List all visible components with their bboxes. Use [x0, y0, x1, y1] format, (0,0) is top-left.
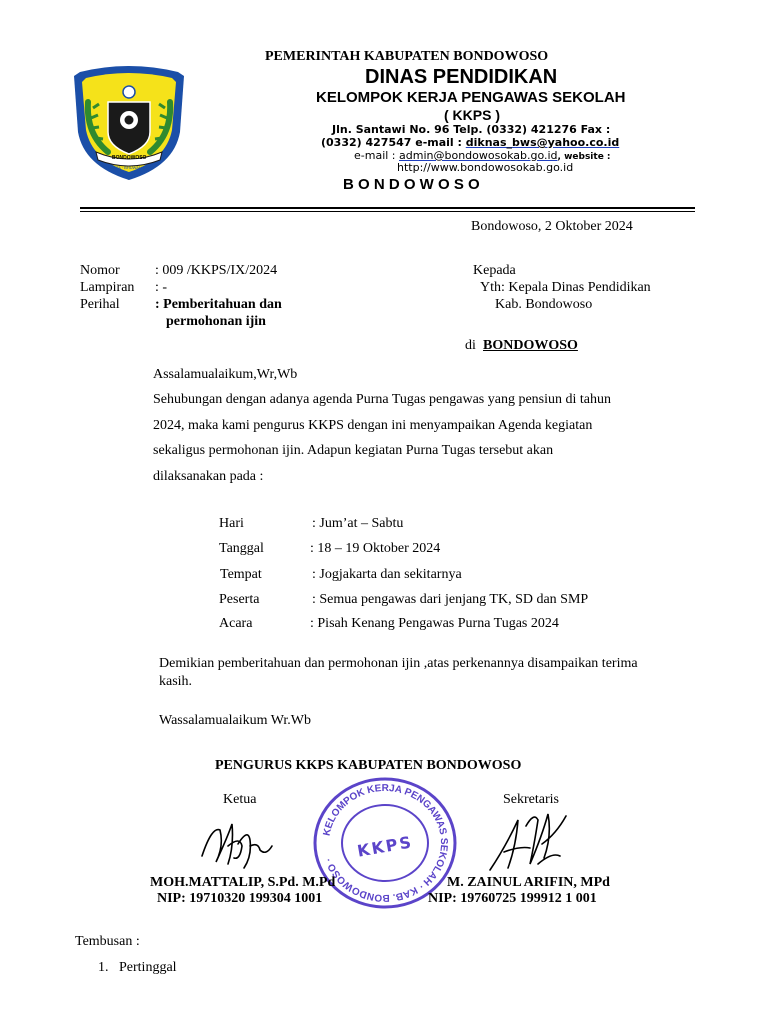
- cc-label: Tembusan :: [75, 934, 140, 949]
- closing-line-1: Demikian pemberitahuan dan permohonan ijin ,atas perkenannya disampaikan terima: [159, 656, 638, 671]
- meta-value-perihal: : Pemberitahuan dan: [155, 297, 282, 312]
- ketua-signature: [198, 816, 276, 872]
- group-abbrev: ( KKPS ): [444, 107, 500, 123]
- detail-value-acara: : Pisah Kenang Pengawas Purna Tugas 2024: [310, 616, 559, 631]
- sekretaris-signature: [486, 806, 572, 878]
- letterhead-divider-thick: [80, 207, 695, 209]
- logo-ribbon-text: BONDOWOSO: [112, 155, 147, 161]
- admin-email-link[interactable]: admin@bondowosokab.go.id: [399, 149, 558, 162]
- meta-value-perihal-cont: permohonan ijin: [166, 314, 266, 329]
- letter-date: Bondowoso, 2 Oktober 2024: [471, 219, 633, 234]
- logo-motto-text: SAKTA · BHUWANA: [108, 165, 145, 170]
- detail-label-tanggal: Tanggal: [219, 541, 264, 556]
- signer-nip-ketua: NIP: 19710320 199304 1001: [157, 891, 323, 906]
- body-line-3: sekaligus permohonan ijin. Adapun kegiatan Purna Tugas tersebut akan: [153, 443, 554, 458]
- meta-label-perihal: Perihal: [80, 297, 120, 312]
- letterhead-divider-thin: [80, 211, 695, 212]
- address-line-2-prefix: (0332) 427547 e-mail :: [321, 136, 466, 149]
- email-label: e-mail :: [354, 149, 400, 162]
- signatory-org: PENGURUS KKPS KABUPATEN BONDOWOSO: [215, 758, 522, 773]
- signer-role-ketua: Ketua: [223, 792, 257, 807]
- website-label: , website :: [557, 152, 611, 162]
- signer-nip-sekretaris: NIP: 19760725 199912 1 001: [428, 891, 597, 906]
- detail-value-tempat: : Jogjakarta dan sekitarnya: [312, 567, 462, 582]
- detail-label-acara: Acara: [219, 616, 253, 631]
- regency-logo: [68, 62, 190, 184]
- recipient-line-2: Kab. Bondowoso: [495, 297, 593, 312]
- address-line-1: Jln. Santawi No. 96 Telp. (0332) 421276 Fax :: [332, 123, 611, 136]
- detail-value-tanggal: : 18 – 19 Oktober 2024: [310, 541, 441, 556]
- city-spaced: B O N D O W O S O: [343, 176, 480, 193]
- cc-item: Pertinggal: [119, 960, 177, 975]
- body-line-1: Sehubungan dengan adanya agenda Purna Tugas pengawas yang pensiun di tahun: [153, 392, 612, 407]
- signer-name-sekretaris: M. ZAINUL ARIFIN, MPd: [447, 875, 610, 890]
- closing-line-2: kasih.: [159, 674, 193, 689]
- stamp-ring-text: KELOMPOK KERJA PENGAWAS SEKOLAH · KAB. BONDOWOSO ·: [321, 782, 450, 904]
- recipient-kepada: Kepada: [473, 263, 516, 278]
- diknas-email-link[interactable]: diknas_bws@yahoo.co.id: [465, 136, 620, 149]
- meta-value-nomor: : 009 /KKPS/IX/2024: [155, 263, 278, 278]
- detail-value-peserta: : Semua pengawas dari jenjang TK, SD dan SMP: [312, 592, 589, 607]
- greeting: Assalamualaikum,Wr,Wb: [153, 367, 298, 382]
- website-url[interactable]: http://www.bondowosokab.go.id: [397, 161, 574, 174]
- meta-label-nomor: Nomor: [80, 263, 120, 278]
- detail-label-hari: Hari: [219, 516, 244, 531]
- detail-label-tempat: Tempat: [220, 567, 262, 582]
- body-line-2: 2024, maka kami pengurus KKPS dengan ini menyampaikan Agenda kegiatan: [153, 418, 593, 433]
- stamp-center-text: KKPS: [355, 832, 415, 861]
- meta-value-lampiran: : -: [155, 280, 168, 295]
- address-line-2: [321, 136, 619, 149]
- agency-title: DINAS PENDIDIKAN: [365, 66, 558, 88]
- body-line-4: dilaksanakan pada :: [153, 469, 264, 484]
- meta-label-lampiran: Lampiran: [80, 280, 135, 295]
- group-title: KELOMPOK KERJA PENGAWAS SEKOLAH: [316, 89, 626, 106]
- signer-role-sekretaris: Sekretaris: [503, 792, 559, 807]
- recipient-di-value: BONDOWOSO: [483, 338, 578, 353]
- farewell: Wassalamualaikum Wr.Wb: [159, 713, 312, 728]
- detail-label-peserta: Peserta: [219, 592, 260, 607]
- recipient-line-1: Yth: Kepala Dinas Pendidikan: [480, 280, 651, 295]
- recipient-di-label: di: [465, 338, 476, 353]
- ketua-signature-icon: [198, 816, 276, 872]
- signer-name-ketua: MOH.MATTALIP, S.Pd. M.Pd: [150, 875, 336, 890]
- government-title: PEMERINTAH KABUPATEN BONDOWOSO: [265, 49, 549, 64]
- cc-item-number: 1.: [98, 960, 109, 975]
- sekretaris-signature-icon: [486, 806, 572, 878]
- detail-value-hari: : Jum’at – Sabtu: [312, 516, 404, 531]
